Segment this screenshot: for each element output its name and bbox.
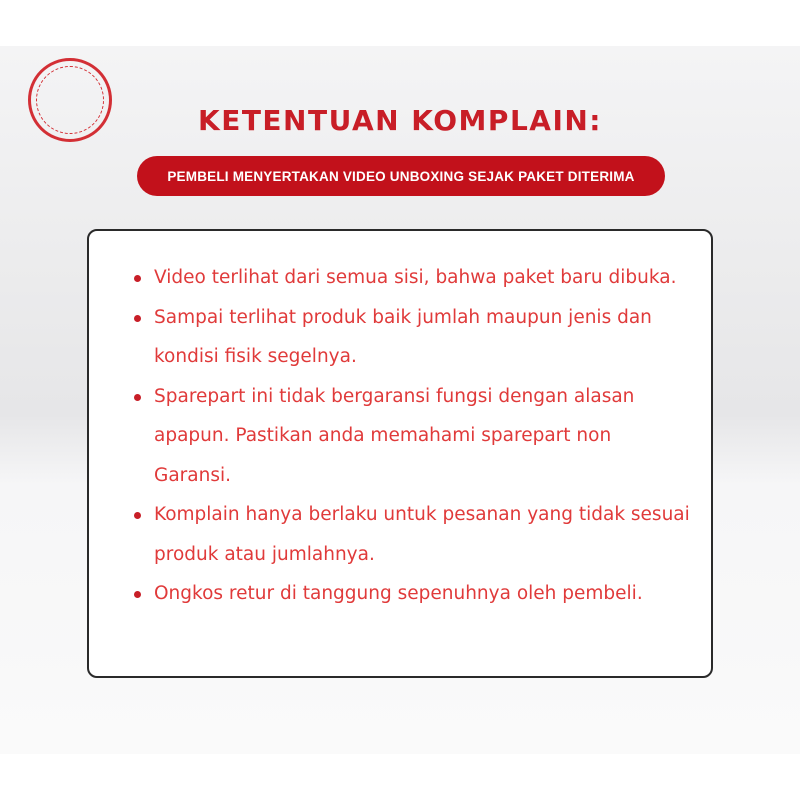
terms-item-text: Ongkos retur di tanggung sepenuhnya oleh pembeli. <box>154 583 643 604</box>
terms-list <box>132 258 692 614</box>
terms-list-item <box>132 495 692 574</box>
terms-list-item <box>132 377 692 496</box>
bullet-dot-icon <box>134 315 141 322</box>
terms-item-text: Komplain hanya berlaku untuk pesanan yang tidak sesuai produk atau jumlahnya. <box>154 504 690 565</box>
bullet-dot-icon <box>134 512 141 519</box>
bullet-dot-icon <box>134 275 141 282</box>
complaint-terms-banner <box>0 46 800 754</box>
terms-card <box>87 229 713 678</box>
page-title: KETENTUAN KOMPLAIN: <box>198 104 602 137</box>
terms-item-text: Sparepart ini tidak bergaransi fungsi dengan alasan apapun. Pastikan anda memahami sparepart non Garansi. <box>154 385 635 486</box>
terms-list-item <box>132 258 692 298</box>
terms-list-item <box>132 574 692 614</box>
terms-list-item <box>132 298 692 377</box>
subtitle-pill: PEMBELI MENYERTAKAN VIDEO UNBOXING SEJAK PAKET DITERIMA <box>137 156 665 196</box>
terms-item-text: Video terlihat dari semua sisi, bahwa paket baru dibuka. <box>154 267 677 288</box>
bullet-dot-icon <box>134 591 141 598</box>
terms-item-text: Sampai terlihat produk baik jumlah maupun jenis dan kondisi fisik segelnya. <box>154 306 652 367</box>
bullet-dot-icon <box>134 394 141 401</box>
